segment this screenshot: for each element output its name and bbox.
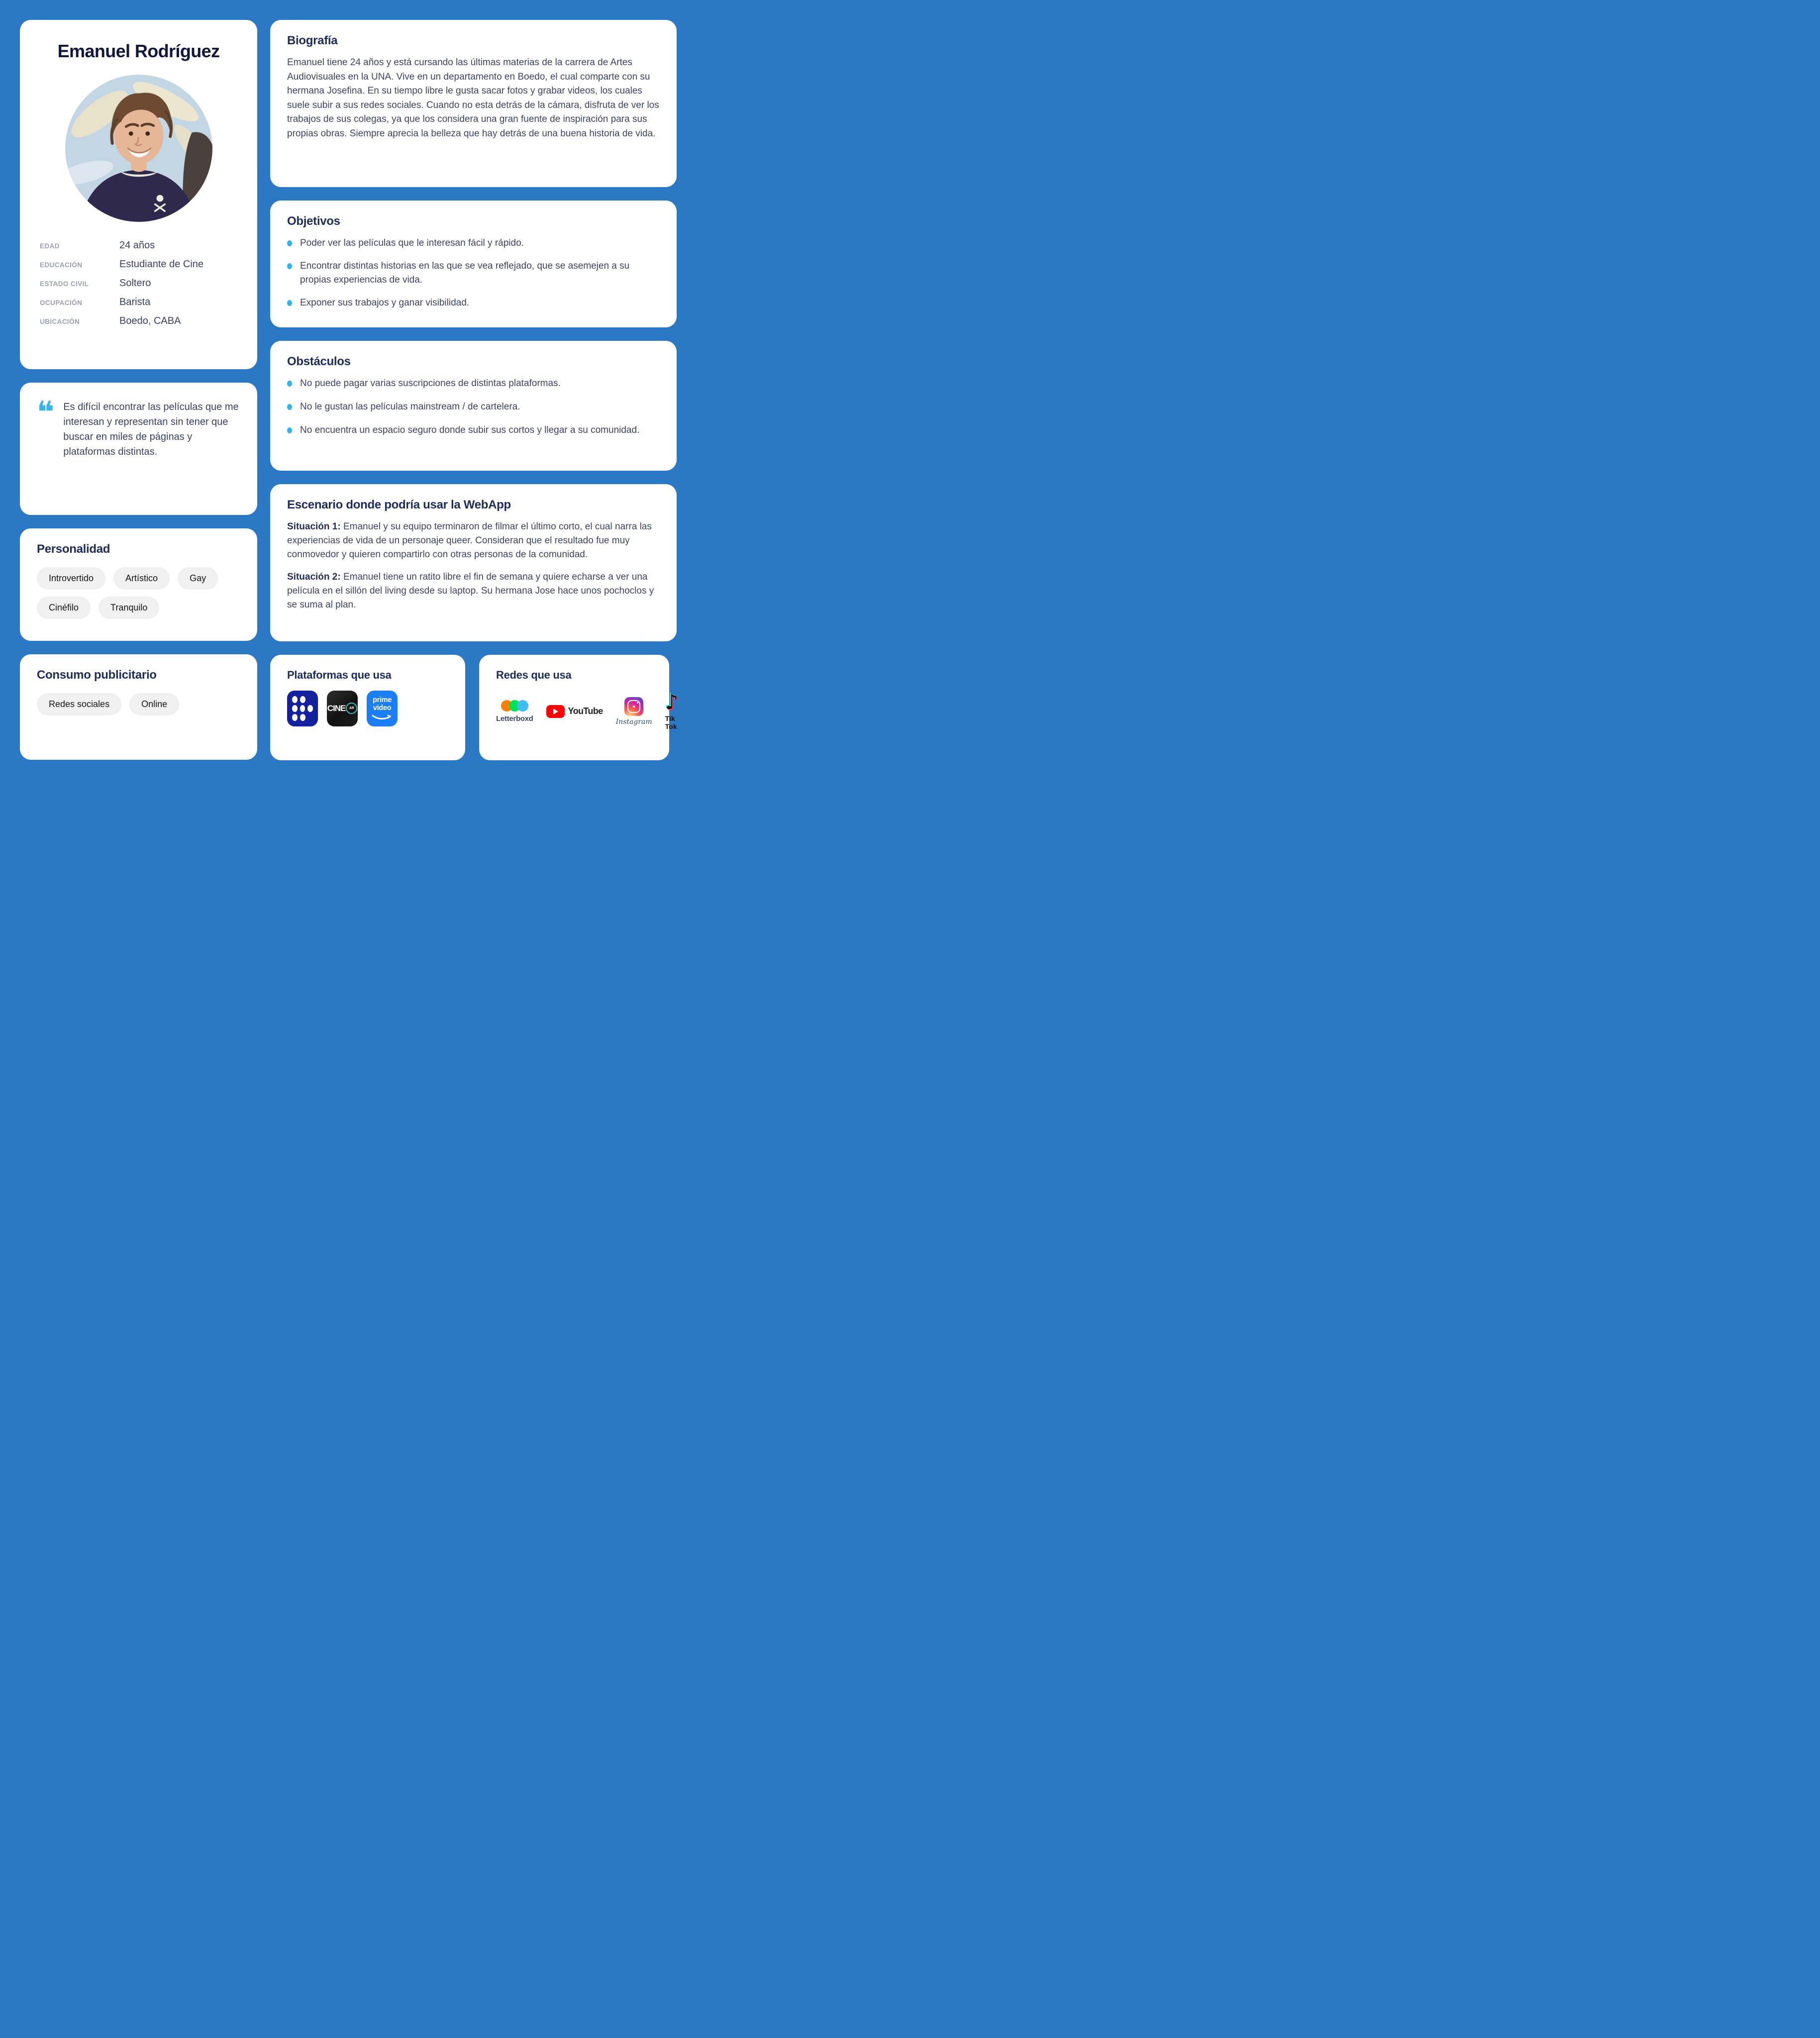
bullet-dot-icon	[287, 300, 292, 306]
letterboxd-dots	[501, 700, 528, 712]
bullet-dot-icon	[287, 404, 292, 410]
bullet-dot-icon	[287, 427, 292, 433]
mubi-dots-row	[292, 696, 313, 703]
mubi-icon	[287, 691, 318, 726]
scenario-card	[270, 484, 677, 641]
ad-consumption-title: Consumo publicitario	[37, 668, 157, 682]
personality-tags	[37, 567, 240, 619]
detail-row-estado-civil	[40, 278, 237, 289]
platforms-title: Plataformas que usa	[287, 668, 392, 681]
left-column	[20, 20, 257, 760]
detail-value: Barista	[119, 297, 151, 307]
prime-wordmark-line2: video	[373, 704, 392, 712]
cinear-ar-badge: AR	[346, 703, 357, 714]
personality-tag: Introvertido	[37, 567, 105, 590]
networks-title: Redes que usa	[496, 668, 572, 681]
biography-card	[270, 20, 677, 187]
objective-item	[287, 259, 660, 287]
youtube-wordmark: YouTube	[568, 706, 603, 716]
detail-value: Estudiante de Cine	[119, 259, 204, 270]
bullet-dot-icon	[287, 263, 292, 269]
tiktok-note-glyph: ♪	[665, 689, 679, 714]
detail-label: OCUPACIÓN	[40, 299, 83, 306]
objectives-title: Objetivos	[287, 214, 340, 228]
objectives-card	[270, 201, 677, 328]
obstacle-item	[287, 377, 660, 391]
obstacles-card	[270, 341, 677, 471]
detail-value: Soltero	[119, 278, 151, 289]
detail-row-edad	[40, 240, 237, 251]
objective-text: Encontrar distintas historias en las que se vea reflejado, que se asemejen a su propias experiencias de vida.	[300, 261, 630, 285]
scenario-title: Escenario donde podría usar la WebApp	[287, 498, 511, 512]
ad-consumption-tag: Online	[129, 693, 179, 715]
detail-row-ocupacion	[40, 297, 237, 308]
instagram-wordmark: Instagram	[615, 717, 652, 726]
obstacle-item	[287, 400, 660, 414]
objective-item	[287, 236, 660, 250]
platforms-card	[270, 655, 465, 760]
right-column	[270, 20, 677, 760]
platform-icons	[287, 691, 448, 726]
instagram-glyph	[624, 697, 643, 716]
scenario-situation-1	[287, 520, 660, 562]
obstacles-list	[287, 377, 660, 437]
objective-text: Exponer sus trabajos y ganar visibilidad.	[300, 298, 470, 308]
detail-label: UBICACIÓN	[40, 318, 80, 325]
personality-title: Personalidad	[37, 542, 110, 556]
scenario-situation-2	[287, 570, 660, 612]
detail-value: Boedo, CABA	[119, 315, 181, 326]
detail-label: EDUCACIÓN	[40, 261, 83, 269]
cinear-icon	[327, 691, 358, 726]
personality-tag: Tranquilo	[99, 597, 159, 619]
network-icons	[496, 689, 679, 730]
bullet-dot-icon	[287, 240, 292, 246]
detail-row-educacion	[40, 259, 237, 270]
quote-icon: ❝	[37, 395, 55, 430]
quote-text: Es difícil encontrar las películas que me interesan y representan sin tener que buscar en miles de páginas y plataformas distintas.	[63, 402, 239, 457]
obstacle-item	[287, 423, 660, 437]
ad-consumption-card	[20, 654, 257, 760]
objectives-list	[287, 236, 660, 310]
obstacle-text: No encuentra un espacio seguro donde subir sus cortos y llegar a su comunidad.	[300, 424, 640, 435]
obstacle-text: No le gustan las películas mainstream / de cartelera.	[300, 402, 520, 412]
persona-name: Emanuel Rodríguez	[57, 41, 220, 61]
detail-label: EDAD	[40, 242, 60, 250]
biography-title: Biografía	[287, 34, 338, 47]
profile-photo	[65, 75, 212, 222]
instagram-icon	[616, 697, 652, 726]
networks-card	[479, 655, 679, 760]
letterboxd-wordmark: Letterboxd	[496, 714, 533, 723]
letterboxd-icon	[496, 700, 533, 723]
personality-tag: Artístico	[113, 567, 170, 590]
personality-tag: Cinéfilo	[37, 597, 91, 619]
bullet-dot-icon	[287, 381, 292, 387]
situation-2-label: Situación 2:	[287, 571, 341, 582]
youtube-icon	[546, 705, 603, 718]
mubi-dots-row	[292, 714, 313, 721]
detail-value: 24 años	[119, 240, 155, 251]
personality-tag: Gay	[178, 567, 218, 590]
biography-text: Emanuel tiene 24 años y está cursando las últimas materias de la carrera de Artes Audiovisuales en la UNA. Vive en un departamento en Boedo, el cual comparte con su hermana Josefina. En su tiempo libre le gusta sacar fotos y grabar videos, los cuales suele subir a sus redes sociales. Cuando no esta detrás de la cámara, disfruta de ver los trabajos de sus colegas, ya que los considera una gran fuente de inspiración para sus propias obras. Siempre aprecia la belleza que hay detrás de una buena historia de vida.	[287, 57, 659, 139]
obstacles-title: Obstáculos	[287, 355, 351, 369]
objective-item	[287, 296, 660, 310]
situation-1-label: Situación 1:	[287, 521, 341, 532]
cinear-wordmark: CINE	[327, 703, 346, 713]
detail-row-ubicacion	[40, 315, 237, 327]
obstacle-text: No puede pagar varias suscripciones de distintas plataformas.	[300, 378, 561, 389]
quote-card	[20, 383, 257, 515]
portrait-illustration	[65, 75, 212, 222]
profile-details	[37, 240, 240, 327]
detail-label: ESTADO CIVIL	[40, 280, 89, 288]
youtube-play-icon	[546, 705, 565, 718]
objective-text: Poder ver las películas que le interesan fácil y rápido.	[300, 237, 524, 248]
ad-consumption-tags	[37, 693, 240, 715]
situation-1-text: Emanuel y su equipo terminaron de filmar el último corto, el cual narra las experiencias de vida de un personaje queer. Consideran que el resultado fue muy conmovedor y quieren compartirlo con otras personas de la comunidad.	[287, 521, 652, 560]
persona-page	[0, 0, 697, 780]
personality-card	[20, 528, 257, 641]
ad-consumption-tag: Redes sociales	[37, 693, 121, 715]
prime-wordmark-line1: prime	[373, 696, 392, 705]
mubi-dots-row	[292, 705, 313, 712]
prime-video-icon	[367, 691, 398, 726]
profile-card	[20, 20, 257, 369]
tiktok-icon	[665, 689, 679, 730]
bottom-row	[270, 655, 677, 760]
situation-2-text: Emanuel tiene un ratito libre el fin de semana y quiere echarse a ver una película en el sillón del living desde su laptop. Su hermana Jose hace unos pochoclos y se suma al plan.	[287, 571, 654, 610]
tiktok-wordmark: Tik Tok	[665, 714, 677, 730]
amazon-smile-icon	[372, 714, 393, 720]
